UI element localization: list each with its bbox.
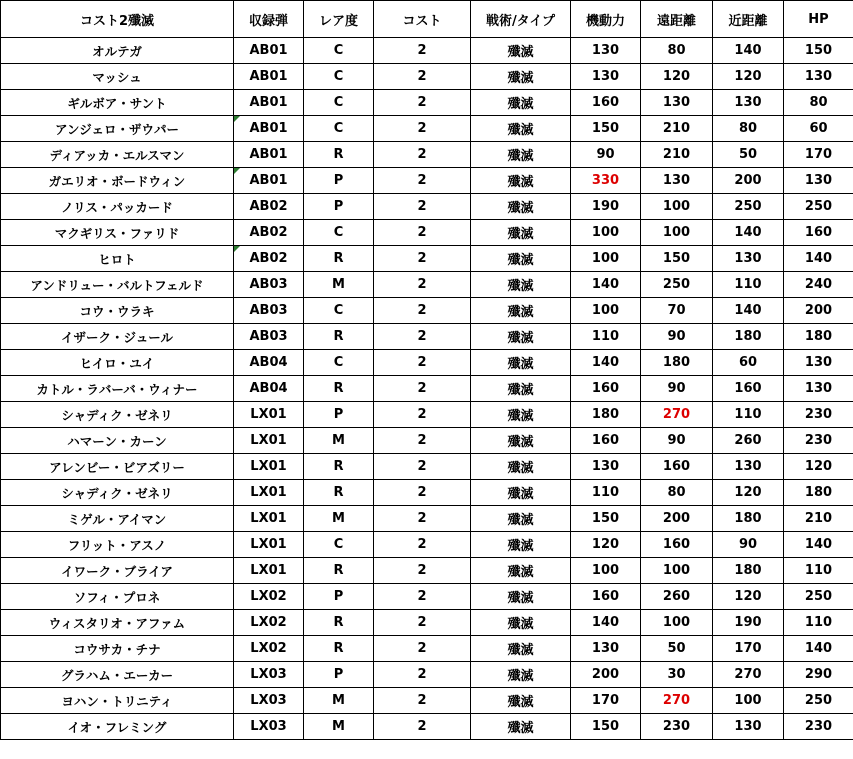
cell-rarity[interactable]: P [304,194,374,220]
table-row [1,662,853,688]
cell-long-range[interactable]: 210 [641,142,713,168]
cell-name[interactable]: イオ・フレミング [1,714,234,740]
cell-set[interactable]: LX02 [234,610,304,636]
cell-set[interactable]: AB04 [234,350,304,376]
cell-long-range[interactable]: 160 [641,454,713,480]
cell-set[interactable]: AB02 [234,194,304,220]
cell-mobility[interactable]: 100 [571,558,641,584]
cell-hp[interactable]: 110 [784,610,853,636]
table-row [1,38,853,64]
cell-short-range[interactable]: 130 [713,90,784,116]
cell-hp[interactable]: 150 [784,38,853,64]
cell-short-range[interactable]: 120 [713,64,784,90]
cell-name[interactable]: ノリス・パッカード [1,194,234,220]
cell-set[interactable]: AB01 [234,64,304,90]
cell-type[interactable]: 殲滅 [471,402,571,428]
cell-cost[interactable]: 2 [374,376,471,402]
cell-long-range[interactable]: 90 [641,376,713,402]
cell-long-range[interactable]: 180 [641,350,713,376]
cell-rarity[interactable]: R [304,636,374,662]
cell-type[interactable]: 殲滅 [471,350,571,376]
cell-mobility[interactable]: 150 [571,714,641,740]
cell-cost[interactable]: 2 [374,532,471,558]
cell-cost[interactable]: 2 [374,714,471,740]
cell-hp[interactable]: 290 [784,662,853,688]
cell-mobility[interactable]: 160 [571,428,641,454]
cell-type[interactable]: 殲滅 [471,38,571,64]
cell-set[interactable]: AB03 [234,324,304,350]
cell-type[interactable]: 殲滅 [471,376,571,402]
table-row [1,64,853,90]
cell-short-range[interactable]: 100 [713,688,784,714]
cell-mobility[interactable]: 90 [571,142,641,168]
header-set[interactable]: 収録弾 [234,1,304,38]
cell-mobility[interactable]: 100 [571,298,641,324]
cell-short-range[interactable]: 170 [713,636,784,662]
cell-rarity[interactable]: C [304,38,374,64]
cell-rarity[interactable]: M [304,714,374,740]
cell-rarity[interactable]: R [304,324,374,350]
cell-hp[interactable]: 170 [784,142,853,168]
cell-mobility[interactable]: 160 [571,90,641,116]
table-row [1,402,853,428]
cell-cost[interactable]: 2 [374,558,471,584]
table-row [1,90,853,116]
header-tactic-type[interactable]: 戦術/タイプ [471,1,571,38]
cell-name[interactable]: フリット・アスノ [1,532,234,558]
cell-name[interactable]: ソフィ・プロネ [1,584,234,610]
cell-cost[interactable]: 2 [374,480,471,506]
cell-mobility[interactable]: 190 [571,194,641,220]
cell-mobility[interactable]: 100 [571,246,641,272]
cell-name[interactable]: ウィスタリオ・アファム [1,610,234,636]
cell-name[interactable]: ハマーン・カーン [1,428,234,454]
cell-rarity[interactable]: C [304,116,374,142]
cell-cost[interactable]: 2 [374,662,471,688]
cell-long-range[interactable]: 90 [641,428,713,454]
cell-long-range[interactable]: 120 [641,64,713,90]
cell-cost[interactable]: 2 [374,402,471,428]
cell-mobility[interactable]: 120 [571,532,641,558]
cell-set[interactable]: AB02 [234,246,304,272]
cell-mobility[interactable]: 100 [571,220,641,246]
cell-cost[interactable]: 2 [374,636,471,662]
cell-type[interactable]: 殲滅 [471,688,571,714]
cell-name[interactable]: ヨハン・トリニティ [1,688,234,714]
cell-type[interactable]: 殲滅 [471,298,571,324]
cell-type[interactable]: 殲滅 [471,272,571,298]
cell-set[interactable]: LX01 [234,480,304,506]
cell-name[interactable]: アレンビー・ビアズリー [1,454,234,480]
cell-rarity[interactable]: R [304,610,374,636]
cell-rarity[interactable]: C [304,532,374,558]
cell-cost[interactable]: 2 [374,584,471,610]
cell-short-range[interactable]: 190 [713,610,784,636]
cell-short-range[interactable]: 140 [713,220,784,246]
cell-mobility[interactable]: 140 [571,272,641,298]
cell-hp[interactable]: 200 [784,298,853,324]
cell-long-range[interactable]: 90 [641,324,713,350]
cell-name[interactable]: グラハム・エーカー [1,662,234,688]
cell-name[interactable]: シャディク・ゼネリ [1,480,234,506]
cell-cost[interactable]: 2 [374,38,471,64]
cell-cost[interactable]: 2 [374,324,471,350]
cell-rarity[interactable]: R [304,454,374,480]
cell-rarity[interactable]: M [304,428,374,454]
cell-set[interactable]: AB01 [234,90,304,116]
cell-short-range[interactable]: 250 [713,194,784,220]
cell-hp[interactable]: 110 [784,558,853,584]
header-long-range[interactable]: 遠距離 [641,1,713,38]
cell-short-range[interactable]: 200 [713,168,784,194]
cell-rarity[interactable]: P [304,402,374,428]
cell-rarity[interactable]: R [304,246,374,272]
cell-long-range[interactable]: 130 [641,168,713,194]
cell-rarity[interactable]: C [304,350,374,376]
cell-long-range[interactable]: 100 [641,558,713,584]
table-row [1,636,853,662]
cell-set[interactable]: LX03 [234,714,304,740]
cell-hp[interactable]: 80 [784,90,853,116]
cell-hp[interactable]: 210 [784,506,853,532]
cell-name[interactable]: マッシュ [1,64,234,90]
cell-set[interactable]: AB01 [234,116,304,142]
table-row [1,688,853,714]
cell-set[interactable]: LX02 [234,584,304,610]
cell-short-range[interactable]: 110 [713,402,784,428]
cell-short-range[interactable]: 270 [713,662,784,688]
cell-hp[interactable]: 130 [784,350,853,376]
cell-type[interactable]: 殲滅 [471,428,571,454]
cell-set[interactable]: AB04 [234,376,304,402]
cell-name[interactable]: マクギリス・ファリド [1,220,234,246]
cell-name[interactable]: ヒイロ・ユイ [1,350,234,376]
cell-hp[interactable]: 140 [784,532,853,558]
cell-long-range[interactable]: 50 [641,636,713,662]
cell-cost[interactable]: 2 [374,428,471,454]
cell-short-range[interactable]: 130 [713,246,784,272]
cell-short-range[interactable]: 120 [713,584,784,610]
cell-long-range[interactable]: 160 [641,532,713,558]
cell-cost[interactable]: 2 [374,272,471,298]
cell-hp[interactable]: 60 [784,116,853,142]
cell-type[interactable]: 殲滅 [471,64,571,90]
cell-mobility[interactable]: 180 [571,402,641,428]
cell-rarity[interactable]: P [304,168,374,194]
cell-mobility[interactable]: 140 [571,350,641,376]
header-name[interactable]: コスト2殲滅 [1,1,234,38]
cell-mobility[interactable]: 170 [571,688,641,714]
cell-name[interactable]: アンドリュー・バルトフェルド [1,272,234,298]
cell-set[interactable]: AB01 [234,168,304,194]
cell-long-range[interactable]: 150 [641,246,713,272]
cell-name[interactable]: ヒロト [1,246,234,272]
cell-cost[interactable]: 2 [374,454,471,480]
cell-short-range[interactable]: 120 [713,480,784,506]
cell-set[interactable]: AB03 [234,298,304,324]
cell-rarity[interactable]: C [304,220,374,246]
cell-cost[interactable]: 2 [374,194,471,220]
cell-set[interactable]: AB02 [234,220,304,246]
cell-set[interactable]: LX01 [234,402,304,428]
table-row [1,116,853,142]
cell-cost[interactable]: 2 [374,220,471,246]
table-row [1,558,853,584]
cell-name[interactable]: オルテガ [1,38,234,64]
cell-mobility[interactable]: 130 [571,636,641,662]
cell-short-range[interactable]: 260 [713,428,784,454]
cell-long-range[interactable]: 230 [641,714,713,740]
cell-set[interactable]: AB03 [234,272,304,298]
cell-set[interactable]: LX02 [234,636,304,662]
cell-type[interactable]: 殲滅 [471,194,571,220]
cell-mobility[interactable]: 150 [571,506,641,532]
cell-hp[interactable]: 180 [784,480,853,506]
cell-long-range[interactable]: 130 [641,90,713,116]
cell-type[interactable]: 殲滅 [471,324,571,350]
cell-rarity[interactable]: P [304,662,374,688]
cell-set[interactable]: LX03 [234,662,304,688]
cell-type[interactable]: 殲滅 [471,246,571,272]
cell-cost[interactable]: 2 [374,64,471,90]
table-row [1,272,853,298]
cell-hp[interactable]: 240 [784,272,853,298]
cell-long-range[interactable]: 250 [641,272,713,298]
cell-hp[interactable]: 230 [784,428,853,454]
cell-mobility[interactable]: 160 [571,584,641,610]
cell-hp[interactable]: 230 [784,714,853,740]
cell-long-range[interactable]: 80 [641,480,713,506]
cell-short-range[interactable]: 160 [713,376,784,402]
table-row [1,168,853,194]
cell-cost[interactable]: 2 [374,246,471,272]
cell-rarity[interactable]: C [304,64,374,90]
cell-name[interactable]: シャディク・ゼネリ [1,402,234,428]
cell-long-range[interactable]: 30 [641,662,713,688]
cell-set[interactable]: AB01 [234,142,304,168]
cell-short-range[interactable]: 180 [713,506,784,532]
cell-short-range[interactable]: 130 [713,454,784,480]
cell-cost[interactable]: 2 [374,168,471,194]
table-row [1,298,853,324]
cell-set[interactable]: LX01 [234,506,304,532]
cell-type[interactable]: 殲滅 [471,558,571,584]
cell-name[interactable]: カトル・ラバーバ・ウィナー [1,376,234,402]
cell-cost[interactable]: 2 [374,142,471,168]
header-hp[interactable]: HP [784,1,853,38]
cell-short-range[interactable]: 140 [713,298,784,324]
cell-set[interactable]: LX01 [234,532,304,558]
cell-type[interactable]: 殲滅 [471,142,571,168]
cell-mobility[interactable]: 150 [571,116,641,142]
cell-long-range[interactable]: 100 [641,194,713,220]
cell-short-range[interactable]: 80 [713,116,784,142]
cell-short-range[interactable]: 90 [713,532,784,558]
table-row [1,480,853,506]
cell-mobility[interactable]: 110 [571,480,641,506]
cell-short-range[interactable]: 130 [713,714,784,740]
cell-hp[interactable]: 230 [784,402,853,428]
cell-long-range[interactable]: 210 [641,116,713,142]
cell-name[interactable]: コウ・ウラキ [1,298,234,324]
cell-mobility[interactable]: 130 [571,38,641,64]
cell-type[interactable]: 殲滅 [471,116,571,142]
cell-hp[interactable]: 130 [784,64,853,90]
cell-long-range[interactable]: 80 [641,38,713,64]
header-row [1,1,853,38]
cell-rarity[interactable]: C [304,90,374,116]
cell-type[interactable]: 殲滅 [471,506,571,532]
header-short-range[interactable]: 近距離 [713,1,784,38]
table-body [1,38,853,740]
cell-hp[interactable]: 180 [784,324,853,350]
cell-mobility[interactable]: 130 [571,64,641,90]
cell-hp[interactable]: 250 [784,584,853,610]
cell-long-range[interactable]: 270 [641,402,713,428]
cell-type[interactable]: 殲滅 [471,168,571,194]
cell-hp[interactable]: 130 [784,376,853,402]
cell-rarity[interactable]: M [304,688,374,714]
cell-set[interactable]: LX01 [234,454,304,480]
cell-cost[interactable]: 2 [374,506,471,532]
cell-mobility[interactable]: 110 [571,324,641,350]
cell-set[interactable]: AB01 [234,38,304,64]
table-row [1,584,853,610]
cell-hp[interactable]: 140 [784,246,853,272]
cell-short-range[interactable]: 60 [713,350,784,376]
cell-name[interactable]: イワーク・ブライア [1,558,234,584]
cell-rarity[interactable]: M [304,506,374,532]
cell-name[interactable]: ディアッカ・エルスマン [1,142,234,168]
cell-short-range[interactable]: 180 [713,324,784,350]
cell-type[interactable]: 殲滅 [471,610,571,636]
cell-set[interactable]: LX01 [234,558,304,584]
cell-long-range[interactable]: 100 [641,220,713,246]
cell-name[interactable]: ミゲル・アイマン [1,506,234,532]
cell-rarity[interactable]: P [304,584,374,610]
cell-long-range[interactable]: 100 [641,610,713,636]
cell-type[interactable]: 殲滅 [471,636,571,662]
table-row [1,220,853,246]
cell-short-range[interactable]: 50 [713,142,784,168]
cell-type[interactable]: 殲滅 [471,480,571,506]
cell-type[interactable]: 殲滅 [471,454,571,480]
cell-name[interactable]: イザーク・ジュール [1,324,234,350]
cell-type[interactable]: 殲滅 [471,532,571,558]
cell-name[interactable]: アンジェロ・ザウパー [1,116,234,142]
cell-type[interactable]: 殲滅 [471,584,571,610]
cell-name[interactable]: コウサカ・チナ [1,636,234,662]
cell-cost[interactable]: 2 [374,688,471,714]
cell-mobility[interactable]: 130 [571,454,641,480]
cell-short-range[interactable]: 180 [713,558,784,584]
cell-cost[interactable]: 2 [374,116,471,142]
cell-hp[interactable]: 160 [784,220,853,246]
cell-cost[interactable]: 2 [374,90,471,116]
cell-short-range[interactable]: 140 [713,38,784,64]
cell-rarity[interactable]: R [304,376,374,402]
cell-type[interactable]: 殲滅 [471,90,571,116]
cell-rarity[interactable]: C [304,298,374,324]
cell-cost[interactable]: 2 [374,610,471,636]
header-rarity[interactable]: レア度 [304,1,374,38]
table-row [1,610,853,636]
table-row [1,428,853,454]
table-row [1,324,853,350]
cell-cost[interactable]: 2 [374,350,471,376]
cell-hp[interactable]: 140 [784,636,853,662]
cell-rarity[interactable]: R [304,142,374,168]
cell-mobility[interactable]: 140 [571,610,641,636]
cell-set[interactable]: LX01 [234,428,304,454]
table-row [1,506,853,532]
table-row [1,350,853,376]
cell-hp[interactable]: 250 [784,194,853,220]
table-row [1,532,853,558]
cell-hp[interactable]: 250 [784,688,853,714]
cell-rarity[interactable]: M [304,272,374,298]
cell-mobility[interactable]: 200 [571,662,641,688]
header-mobility[interactable]: 機動力 [571,1,641,38]
cell-long-range[interactable]: 200 [641,506,713,532]
cell-long-range[interactable]: 270 [641,688,713,714]
table-row [1,376,853,402]
cell-mobility[interactable]: 330 [571,168,641,194]
table-row [1,246,853,272]
cell-type[interactable]: 殲滅 [471,662,571,688]
cell-type[interactable]: 殲滅 [471,714,571,740]
cell-rarity[interactable]: R [304,558,374,584]
table-row [1,142,853,168]
cell-hp[interactable]: 130 [784,168,853,194]
header-cost[interactable]: コスト [374,1,471,38]
cell-name[interactable]: ギルボア・サント [1,90,234,116]
table-row [1,454,853,480]
cell-cost[interactable]: 2 [374,298,471,324]
cell-long-range[interactable]: 260 [641,584,713,610]
cell-rarity[interactable]: R [304,480,374,506]
cell-type[interactable]: 殲滅 [471,220,571,246]
cell-short-range[interactable]: 110 [713,272,784,298]
table-row [1,714,853,740]
table-row [1,194,853,220]
cell-hp[interactable]: 120 [784,454,853,480]
cell-name[interactable]: ガエリオ・ボードウィン [1,168,234,194]
cell-long-range[interactable]: 70 [641,298,713,324]
cell-mobility[interactable]: 160 [571,376,641,402]
cell-set[interactable]: LX03 [234,688,304,714]
